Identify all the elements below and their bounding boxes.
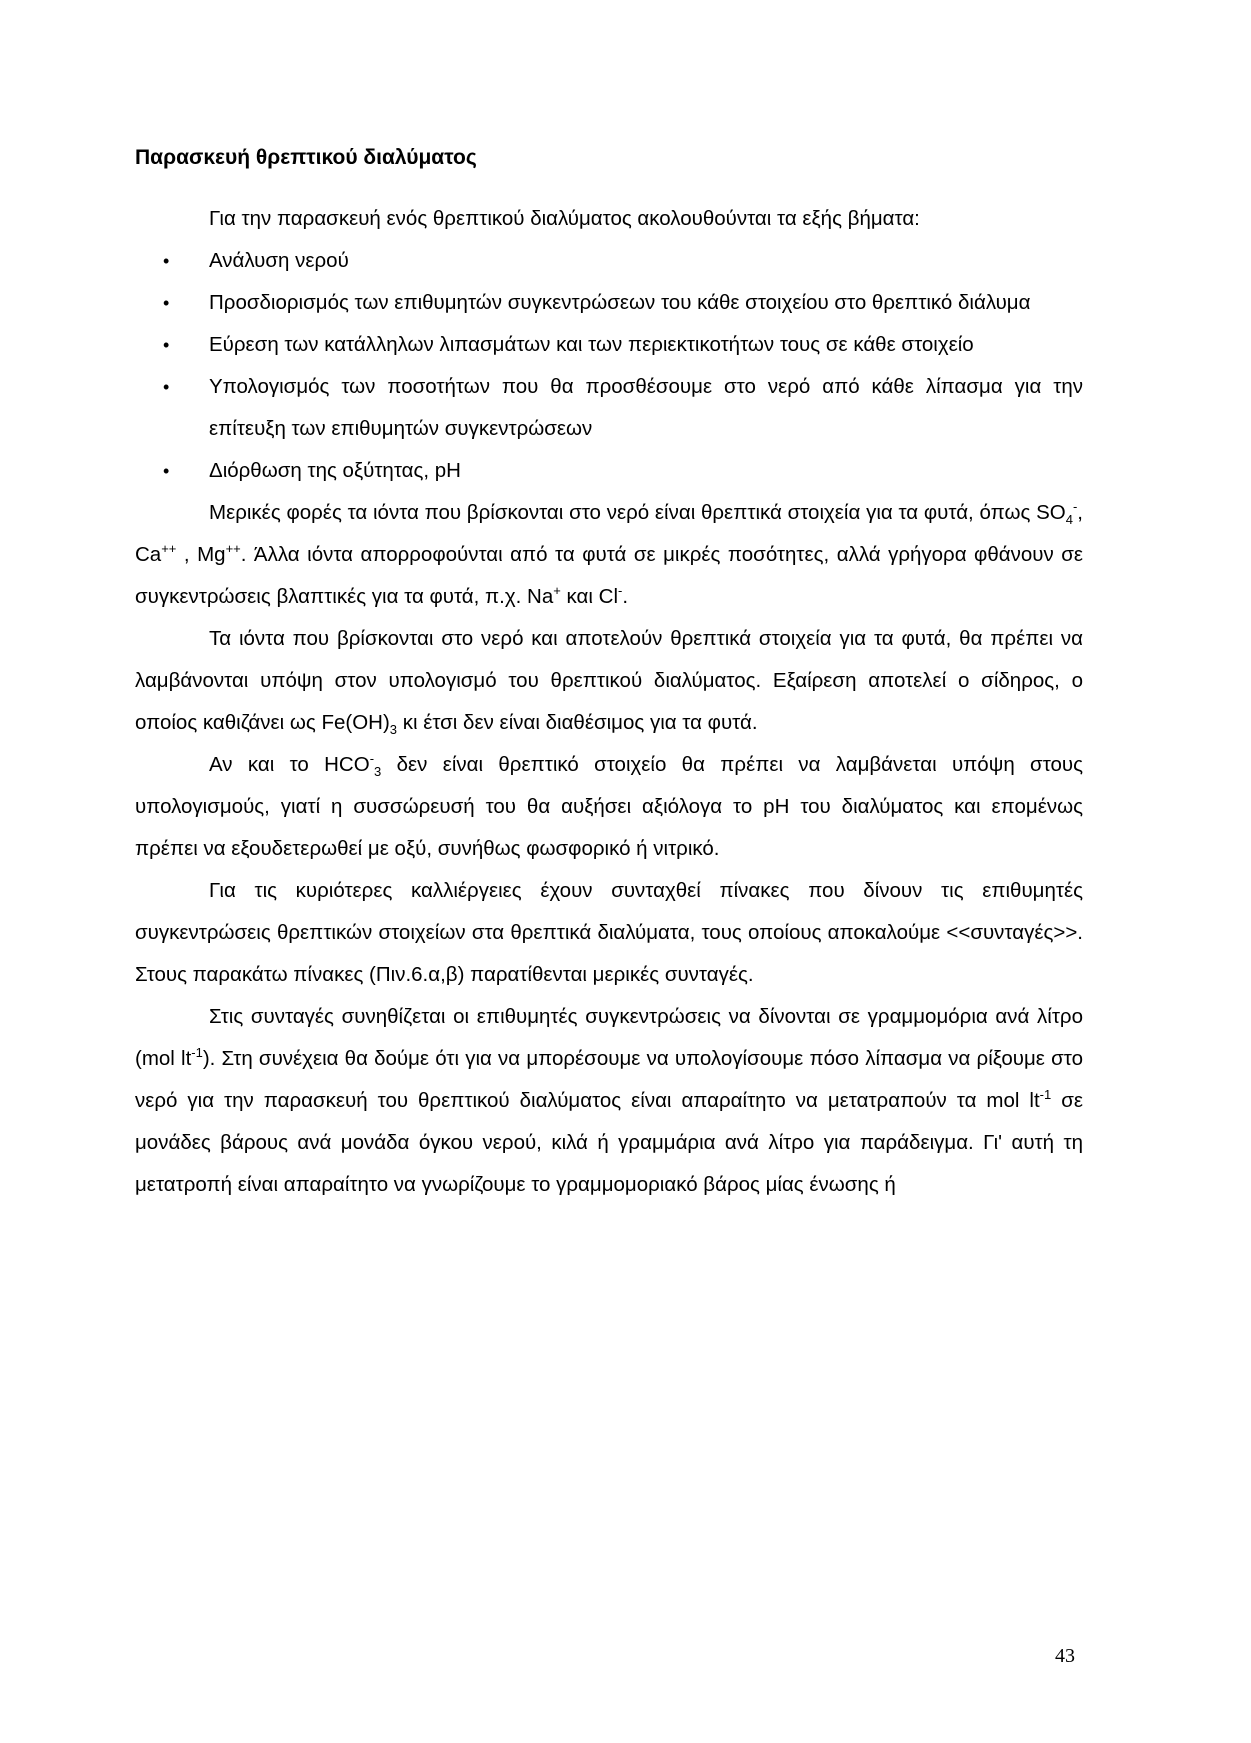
list-item: • Υπολογισμός των ποσοτήτων που θα προσθέσουμε στο νερό από κάθε λίπασμα για την επίτευξη των επιθυμητών συγκεντρώσεων: [209, 366, 1083, 450]
units-paragraph: Στις συνταγές συνηθίζεται οι επιθυμητές συγκεντρώσεις να δίνονται σε γραμμομόρια ανά λίτρο (mol $lt^{-1}$). Στη συνέχεια θα δούμε ότι για να μπορέσουμε να υπολογίσουμε πόσο λίπασμα να ρίξουμε στο νερό για την παρασκευή του θρεπτικού διαλύματος είναι απαραίτητο να μετατραπούν τα mol $lt^{-1}$ σε μονάδες βάρους ανά μονάδα όγκου νερού, κιλά ή γραμμάρια ανά λίτρο για παράδειγμα. Γι' αυτή τη μετατροπή είναι απαραίτητο να γνωρίζουμε το γραμμομοριακό βάρος μίας ένωσης ή: [135, 1005, 1083, 1196]
recipes-paragraph: Για τις κυριότερες καλλιέργειες έχουν συνταχθεί πίνακες που δίνουν τις επιθυμητές συγκεντρώσεις θρεπτικών στοιχείων στα θρεπτικά διαλύματα, τους οποίους αποκαλούμε <<συνταγές>>. Στους παρακάτω πίνακες (Πιν.6.α,β) παρατίθενται μερικές συνταγές.: [135, 879, 1083, 986]
list-item: • Ανάλυση νερού: [209, 240, 1083, 282]
ions-paragraph: Μερικές φορές τα ιόντα που βρίσκονται στο νερό είναι θρεπτικά στοιχεία για τα φυτά, όπως $SO_4^-$, Ca++ , Mg++. Άλλα ιόντα απορροφούνται από τα φυτά σε μικρές ποσότητες, αλλά γρήγορα φθάνουν σε συγκεντρώσεις βλαπτικές για τα φυτά, π.χ. Na+ και Cl-.: [135, 499, 1083, 608]
iron-paragraph: Τα ιόντα που βρίσκονται στο νερό και αποτελούν θρεπτικά στοιχεία για τα φυτά, θα πρέπει να λαμβάνονται υπόψη στον υπολογισμό του θρεπτικού διαλύματος. Εξαίρεση αποτελεί ο σίδηρος, ο οποίος καθιζάνει ως $Fe(OH)_3$ κι έτσι δεν είναι διαθέσιμος για τα φυτά.: [135, 627, 1083, 738]
document-page: [135, 138, 1083, 1206]
list-item: • Διόρθωση της οξύτητας, pH: [209, 450, 1083, 492]
bicarbonate-paragraph: Αν και το $HCO^-_3$ δεν είναι θρεπτικό στοιχείο θα πρέπει να λαμβάνεται υπόψη στους υπολογισμούς, γιατί η συσσώρευσή του θα αυξήσει αξιόλογα το pH του διαλύματος και επομένως πρέπει να εξουδετερωθεί με οξύ, συνήθως φωσφορικό ή νιτρικό.: [135, 751, 1083, 860]
list-item: • Εύρεση των κατάλληλων λιπασμάτων και των περιεκτικοτήτων τους σε κάθε στοιχείο: [209, 324, 1083, 366]
page-number: 43: [1055, 1645, 1075, 1667]
steps-list: [135, 240, 1083, 492]
section-title: Παρασκευή θρεπτικού διαλύματος: [135, 146, 477, 169]
intro-paragraph: Για την παρασκευή ενός θρεπτικού διαλύματος ακολουθούνται τα εξής βήματα:: [209, 207, 920, 230]
list-item: • Προσδιορισμός των επιθυμητών συγκεντρώσεων του κάθε στοιχείου στο θρεπτικό διάλυμα: [209, 282, 1083, 324]
